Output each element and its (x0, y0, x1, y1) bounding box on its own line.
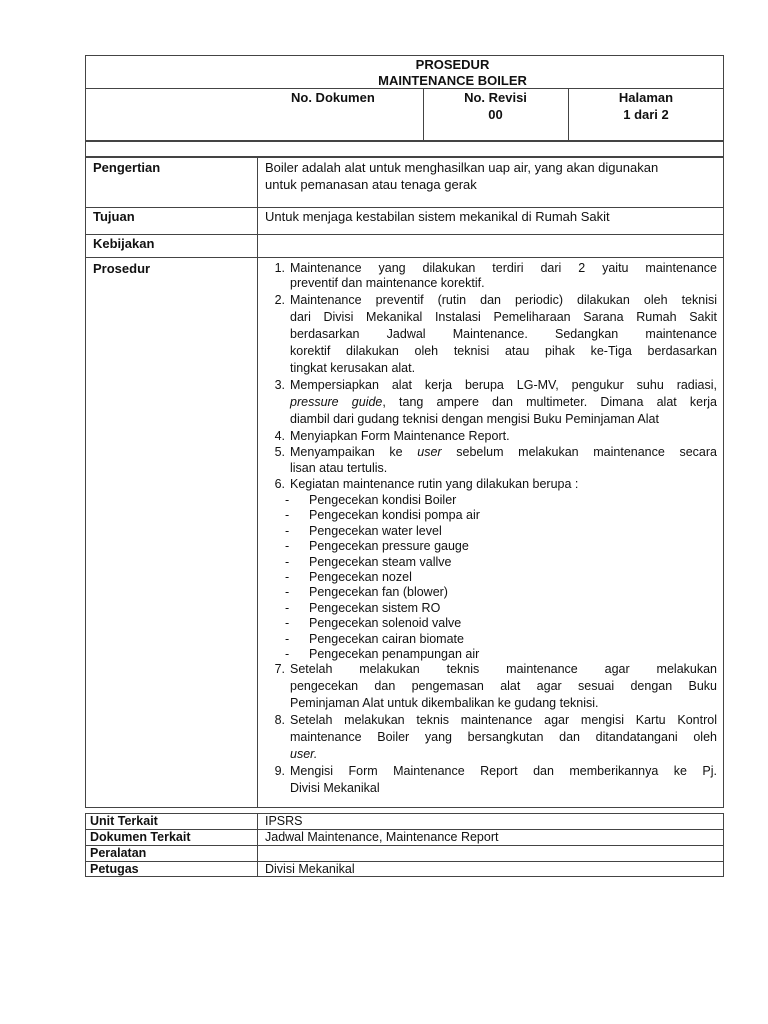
step-3-line-1 (267, 378, 717, 393)
dokumen-terkait-value: Jadwal Maintenance, Maintenance Report (265, 830, 499, 844)
step-5-text-cont: lisan atau tertulis. (290, 461, 388, 475)
related-row-divider-3 (85, 861, 724, 862)
check-item (285, 493, 685, 508)
dash-bullet: - (285, 493, 290, 507)
step-2-line-2 (267, 310, 717, 325)
step-7-line-1 (267, 662, 717, 677)
step-9-line-2 (267, 781, 717, 796)
step-2-text: Maintenance preventif (rutin dan periodic) dilakukan oleh teknisi (290, 293, 717, 307)
step-2-text-cont-4: tingkat kerusakan alat. (290, 361, 416, 375)
step-8-text-cont-2 (290, 747, 717, 762)
unit-terkait-value: IPSRS (265, 814, 303, 828)
related-row-divider-2 (85, 845, 724, 846)
check-item (285, 555, 685, 570)
step-9-text-cont: Divisi Mekanikal (290, 781, 380, 795)
step-6-number: 6. (274, 477, 285, 491)
step-5-italic-user: user (417, 445, 442, 459)
dash-bullet: - (285, 508, 290, 523)
check-item-label: Pengecekan nozel (309, 570, 412, 584)
step-5-line-2 (267, 461, 717, 476)
pengertian-text-line1: Boiler adalah alat untuk menghasilkan uap air, yang akan digunakan (265, 160, 659, 175)
step-5-text (290, 445, 717, 460)
check-item (285, 570, 685, 585)
unit-terkait-label: Unit Terkait (90, 814, 158, 828)
step-9-text: Mengisi Form Maintenance Report dan memberikannya ke Pj. (290, 764, 717, 778)
step-8-line-2 (267, 730, 717, 745)
step-2-text-cont-1: dari Divisi Mekanikal Instalasi Pemeliharaan Sarana Rumah Sakit (290, 310, 717, 324)
kebijakan-label: Kebijakan (93, 236, 155, 251)
dash-bullet: - (285, 570, 290, 584)
petugas-label: Petugas (90, 862, 139, 876)
prosedur-label: Prosedur (93, 261, 151, 276)
step-6-text: Kegiatan maintenance rutin yang dilakukan berupa : (290, 477, 579, 491)
step-5-line-1 (267, 445, 717, 460)
step-4-text: Menyiapkan Form Maintenance Report. (290, 429, 510, 443)
peralatan-label: Peralatan (90, 846, 147, 860)
maintenance-check-list (285, 493, 685, 663)
check-item-label: Pengecekan kondisi Boiler (309, 493, 457, 507)
check-item-label: Pengecekan fan (blower) (309, 585, 448, 600)
step-5-text-pre: Menyampaikan ke (290, 445, 418, 459)
page-value: 1 dari 2 (623, 107, 669, 122)
doc-number-label: No. Dokumen (291, 90, 375, 105)
step-4-line-1 (267, 429, 717, 444)
pengertian-label: Pengertian (93, 160, 161, 175)
step-8-text-cont-1: maintenance Boiler yang bersangkutan dan ditandatangani oleh (290, 730, 717, 744)
step-5-number: 5. (274, 445, 285, 459)
step-9-line-1 (267, 764, 717, 779)
step-3-line-3 (267, 412, 717, 427)
step-2-line-1 (267, 293, 717, 308)
row-divider-2 (85, 234, 724, 235)
step-4-number: 4. (274, 429, 285, 443)
step-7-line-3 (267, 696, 717, 711)
procedure-table-col-divider (257, 157, 258, 808)
step-2-number: 2. (274, 293, 285, 307)
dash-bullet: - (285, 585, 290, 600)
step-2-text-cont-2: berdasarkan Jadwal Maintenance. Sedangkan maintenance (290, 327, 717, 341)
spacer-row (85, 141, 724, 157)
step-7-line-2 (267, 679, 717, 694)
step-7-text: Setelah melakukan teknis maintenance agar melakukan (290, 662, 717, 676)
revision-value: 00 (488, 107, 503, 122)
check-item-label: Pengecekan water level (309, 523, 442, 538)
check-item (285, 616, 685, 631)
dash-bullet: - (285, 600, 290, 615)
step-2-line-3 (267, 327, 717, 342)
dokumen-terkait-label: Dokumen Terkait (90, 830, 191, 844)
dash-bullet: - (285, 539, 290, 554)
step-8-number: 8. (274, 713, 285, 727)
tujuan-label: Tujuan (93, 209, 135, 224)
procedure-list (267, 261, 717, 801)
petugas-value: Divisi Mekanikal (265, 862, 355, 876)
step-3-number: 3. (274, 378, 285, 392)
step-8-line-1 (267, 713, 717, 728)
step-6-line-1 (267, 477, 717, 492)
doc-title-line1: PROSEDUR (415, 57, 490, 72)
step-3-line-2 (267, 395, 717, 410)
step-9-number: 9. (274, 764, 285, 778)
dash-bullet: - (285, 631, 290, 646)
step-1-line-1 (267, 261, 717, 276)
step-1-number: 1. (274, 261, 285, 275)
step-8-text: Setelah melakukan teknis maintenance agar mengisi Kartu Kontrol (290, 713, 717, 727)
pengertian-text-line2: untuk pemanasan atau tenaga gerak (265, 177, 477, 192)
step-1-text: Maintenance yang dilakukan terdiri dari 2 yaitu maintenance (290, 261, 717, 275)
check-item-label: Pengecekan kondisi pompa air (309, 508, 480, 523)
step-2-line-4 (267, 344, 717, 359)
step-2-text-cont-3: korektif dilakukan oleh teknisi atau pihak ke-Tiga berdasarkan (290, 344, 717, 358)
page-label: Halaman (618, 90, 674, 105)
dash-bullet: - (285, 554, 290, 569)
dash-bullet: - (285, 523, 290, 538)
check-item-label: Pengecekan sistem RO (309, 600, 441, 615)
check-item (285, 647, 685, 662)
step-3-text-rest: , tang ampere dan multimeter. Dimana alat kerja (382, 395, 717, 409)
check-item (285, 632, 685, 647)
step-7-number: 7. (274, 662, 285, 676)
step-2-line-5 (267, 361, 717, 376)
step-3-text: Mempersiapkan alat kerja berupa LG-MV, pengukur suhu radiasi, (290, 378, 717, 392)
step-3-text-cont-2: diambil dari gudang teknisi dengan mengisi Buku Peminjaman Alat (290, 412, 659, 426)
row-divider-1 (85, 207, 724, 208)
check-item-label: Pengecekan solenoid valve (309, 616, 462, 631)
step-1-text-cont: preventif dan maintenance korektif. (290, 276, 485, 291)
step-5-text-post: sebelum melakukan maintenance secara (441, 445, 718, 459)
check-item (285, 601, 685, 616)
step-8-line-3 (267, 747, 717, 762)
step-1-line-2 (267, 276, 717, 291)
tujuan-text: Untuk menjaga kestabilan sistem mekanikal di Rumah Sakit (265, 209, 610, 224)
step-7-text-cont-1: pengecekan dan pengemasan alat agar sesuai dengan Buku (290, 679, 717, 693)
header-divider (85, 88, 724, 89)
check-item-label: Pengecekan steam vallve (309, 554, 452, 569)
check-item-label: Pengecekan cairan biomate (309, 631, 464, 646)
step-3-text-cont-1 (290, 395, 717, 410)
dash-bullet: - (285, 616, 290, 631)
doc-title-line2: MAINTENANCE BOILER (378, 73, 527, 88)
check-item-label: Pengecekan pressure gauge (309, 539, 469, 554)
check-item (285, 524, 685, 539)
step-8-italic-user: user. (290, 747, 318, 761)
check-item-label: Pengecekan penampungan air (309, 647, 480, 661)
step-7-text-cont-2: Peminjaman Alat untuk dikembalikan ke gudang teknisi. (290, 696, 599, 710)
revision-label: No. Revisi (464, 90, 527, 105)
check-item (285, 539, 685, 554)
step-3-italic-term: pressure guide (290, 395, 383, 409)
check-item (285, 585, 685, 600)
dash-bullet: - (285, 647, 290, 661)
check-item (285, 508, 685, 523)
row-divider-3 (85, 257, 724, 258)
